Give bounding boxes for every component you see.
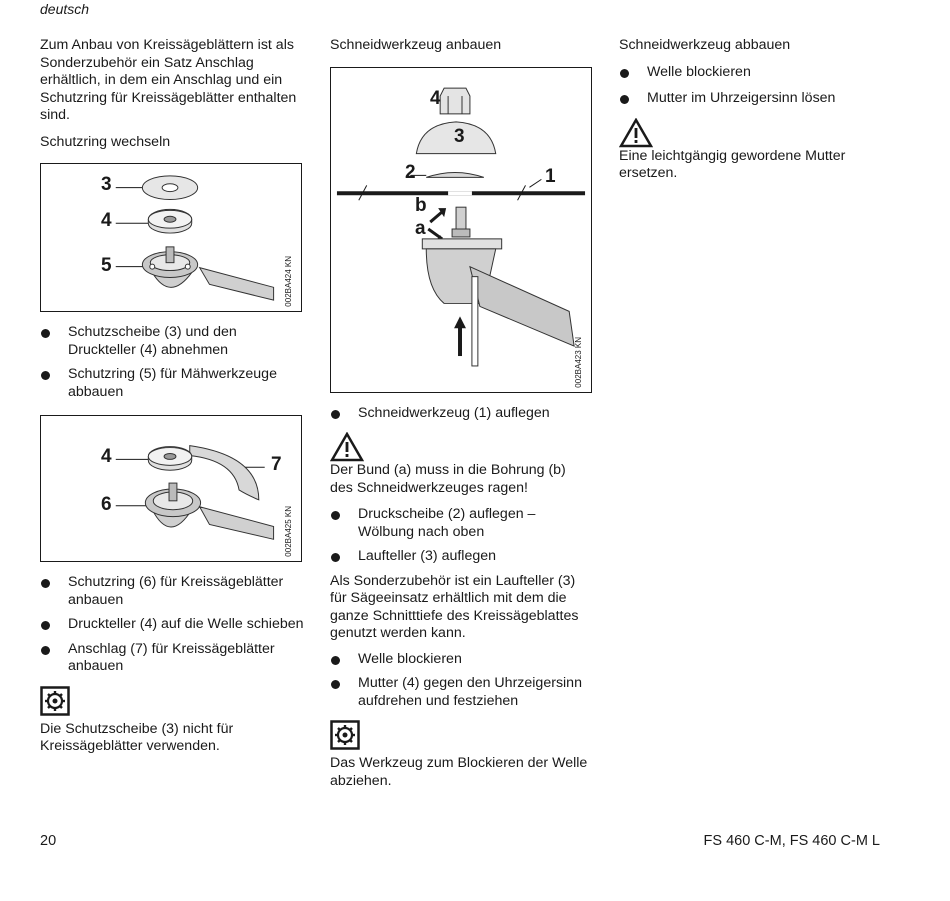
bullet-list	[330, 506, 592, 566]
model-name: FS 460 C-M, FS 460 C-M L	[703, 833, 880, 849]
callout-label: a	[415, 217, 426, 239]
note-text: Die Schutzscheibe (3) nicht für Kreissägeblätter verwenden.	[40, 720, 234, 754]
bullet-list	[330, 405, 592, 423]
warning-icon	[619, 118, 884, 148]
list-item: Schutzring (5) für Mähwerkzeuge abbauen	[40, 366, 305, 401]
list-item: Schutzring (6) für Kreissägeblätter anbauen	[40, 574, 305, 609]
figure-code: 002BA424 KN	[283, 256, 293, 307]
warning-icon	[330, 432, 592, 462]
figure-code: 002BA425 KN	[283, 506, 293, 557]
callout-label: 4	[101, 210, 112, 231]
callout-label: 3	[101, 174, 112, 195]
callout-label: 4	[430, 87, 441, 109]
list-item: Mutter im Uhrzeigersinn lösen	[619, 90, 884, 108]
section-heading-anbauen: Schneidwerkzeug anbauen	[330, 37, 502, 53]
callout-label: 1	[545, 165, 556, 187]
figure-schneidwerkzeug-anbauen	[330, 67, 592, 393]
list-item: Druckscheibe (2) auflegen – Wölbung nach oben	[330, 506, 592, 541]
callout-label: 7	[271, 454, 282, 475]
gear-icon	[40, 686, 70, 716]
callout-label: 4	[101, 446, 112, 467]
section-heading-schutzring: Schutzring wechseln	[40, 133, 171, 150]
list-item: Anschlag (7) für Kreissägeblätter anbauen	[40, 641, 305, 676]
bullet-list	[40, 324, 305, 401]
callout-label: 2	[405, 161, 416, 183]
column-middle	[330, 37, 592, 790]
figure-3-drawing	[331, 68, 591, 392]
bullet-list	[619, 64, 884, 108]
column-left	[40, 37, 305, 756]
list-item: Laufteller (3) auflegen	[330, 548, 592, 566]
list-item: Welle blockieren	[619, 64, 884, 82]
callout-label: 6	[101, 494, 112, 515]
bullet-list	[40, 574, 305, 676]
figure-schutzring-kreissaege	[40, 415, 302, 562]
figure-1-drawing	[41, 164, 301, 311]
list-item: Schneidwerkzeug (1) auflegen	[330, 405, 592, 423]
figure-code: 002BA423 KN	[573, 336, 583, 388]
gear-icon	[330, 720, 360, 750]
callout-label: 3	[454, 125, 465, 147]
list-item: Welle blockieren	[330, 651, 592, 669]
figure-schutzring-wechseln	[40, 163, 302, 312]
note-text: Das Werkzeug zum Blockieren der Welle abziehen.	[330, 755, 588, 789]
callout-label: b	[415, 194, 427, 216]
list-item: Schutzscheibe (3) und den Druckteller (4) abnehmen	[40, 324, 305, 359]
column-right	[619, 37, 884, 183]
page-number: 20	[40, 833, 57, 849]
bullet-list	[330, 651, 592, 711]
paragraph-laufteller: Als Sonderzubehör ist ein Laufteller (3) für Sägeeinsatz erhältlich mit dem die ganze Schnitttiefe des Kreissägeblattes genutzt werden kann.	[330, 572, 579, 641]
list-item: Mutter (4) gegen den Uhrzeigersinn aufdrehen und festziehen	[330, 675, 592, 710]
callout-label: 5	[101, 255, 112, 276]
figure-2-drawing	[41, 416, 301, 561]
list-item: Druckteller (4) auf die Welle schieben	[40, 616, 305, 634]
section-heading-abbauen: Schneidwerkzeug abbauen	[619, 37, 791, 53]
intro-paragraph: Zum Anbau von Kreissägeblättern ist als Sonderzubehör ein Satz Anschlag erhältlich, in dem ein Anschlag und ein Schutzring für Kreissägeblätter enthalten sind.	[40, 37, 297, 123]
warning-text: Eine leichtgängig gewordene Mutter ersetzen.	[619, 147, 846, 181]
language-label: deutsch	[40, 1, 90, 17]
warning-text: Der Bund (a) muss in die Bohrung (b) des Schneidwerkzeuges ragen!	[330, 462, 566, 496]
